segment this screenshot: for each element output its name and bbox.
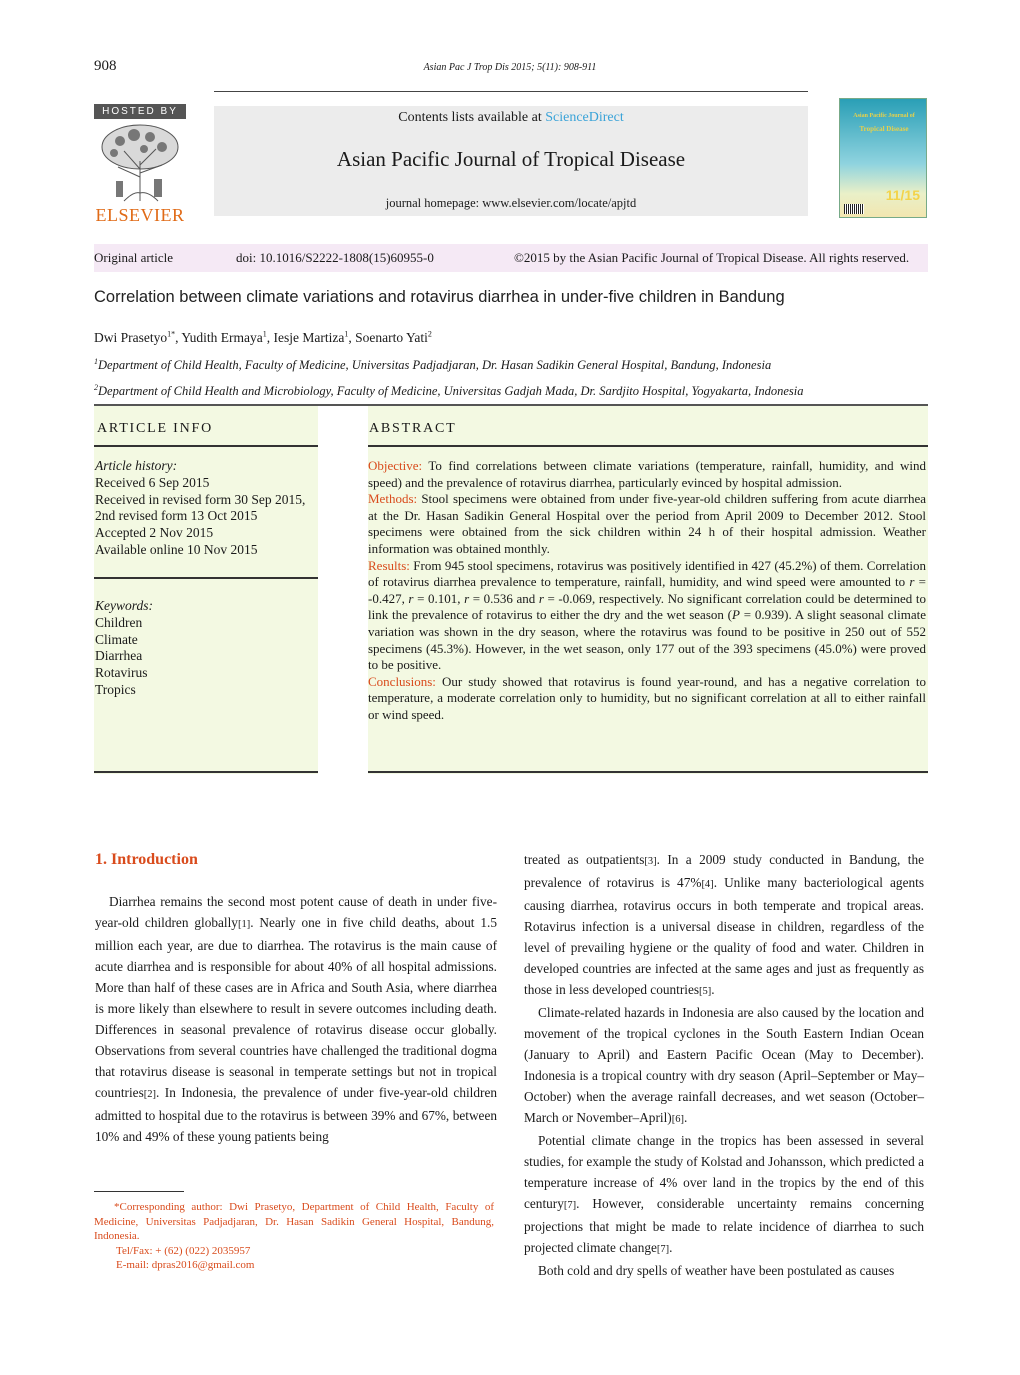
keywords [95,598,317,699]
keyword: Children [95,614,143,630]
elsevier-wordmark: ELSEVIER [95,205,185,225]
objective-label: Objective: [368,458,423,473]
paragraph [524,1002,924,1130]
paragraph [524,1130,924,1260]
body-text: Potential climate change in the tropics has been assessed in several studies, for example the study of Kolstad and Johansson, which predicted a temperature increase of 4% over land in the tropics by the end of this century [524,1133,924,1211]
elsevier-tree-icon [94,121,186,205]
author-name: Yudith Ermaya [181,330,263,345]
abstract-heading: ABSTRACT [369,421,457,436]
introduction-heading: 1. Introduction [95,851,198,868]
body-text: . [711,982,715,997]
affiliation-marker: 2 [94,382,98,392]
body-text: . Nearly one in five child deaths, about 1.5 million each year, are due to diarrhea. The rotavirus is the main cause of acute diarrhea and is responsible for about 40% of all hospital admissions. More than half of these cases are in Africa and South Asia, where diarrhea is more likely than elsewhere to result in severe outcomes including death. Differences in seasonal prevalence of rotavirus disease occur globally. Observations from several countries have challenged the traditional dogma that rotavirus disease is seasonal in temperate settings but not in tropical countries [95,915,498,1100]
results-text: = 0.101, [413,590,465,606]
hosted-by-label: HOSTED BY [94,104,186,119]
right-column-body [524,849,924,1281]
body-text: . However, considerable uncertainty remains concerning projections that might be made to relate incidence of diarrhea to such projected climate change [524,1196,924,1255]
paragraph [524,849,924,1002]
journal-title: Asian Pacific Journal of Tropical Disease [336,147,686,171]
citation-link[interactable]: [1] [237,919,251,930]
body-text: Both cold and dry spells of weather have been postulated as causes [538,1263,895,1278]
author-name: Soenarto Yati [355,330,428,345]
history-line: Accepted 2 Nov 2015 [95,525,214,541]
methods-label: Methods: [368,491,418,507]
affiliation-2 [94,384,928,399]
page-number: 908 [94,58,117,74]
citation-link[interactable]: [4] [701,879,714,890]
history-label: Article history: [95,458,178,473]
keyword: Rotavirus [95,665,148,681]
affiliation-marker: 1 [94,356,98,366]
author-affil-marker: 1 [344,329,349,339]
citation-link[interactable]: [3] [644,856,657,867]
results-text: From 945 stool specimens, rotavirus was positively identified in 427 (45.2%) of them. Correlation of rotavirus diarrhea prevalence to temperature, rainfall, humidity, and wind speed were amounted to [368,557,926,590]
author-affil-marker: 1* [167,329,176,339]
journal-cover-thumbnail [839,98,927,218]
author-list: Dwi Prasetyo$^{1*}$, Yudith Ermaya$^1$, Iesje Martiza$^1$, Soenarto Yati$^2$ [94,329,432,345]
keyword: Diarrhea [95,648,143,664]
article-info-rule [94,445,318,447]
conclusions-text: Our study showed that rotavirus is found year-round, and has a negative correlation to temperature, a moderate correlation only to humidity, but no significant correlation at all to either rainfall or wind speed. [368,673,927,722]
header-rule [214,91,808,92]
abstract-rule [368,445,928,447]
citation-link[interactable]: [5] [699,986,712,997]
conclusions-label: Conclusions: [368,673,436,689]
article-type: Original article [94,250,174,265]
paragraph [95,891,497,1147]
history-line: Available online 10 Nov 2015 [95,541,258,557]
body-text: . Unlike many bacteriological agents causing diarrhea, rotavirus occurs in both temperate and tropical areas. Rotavirus infection is a universal disease in children, regardless of the level of prevailing hygiene or the quality of food and water. Children in developed countries are infected at the same ages and just as frequently as those in less developed countries [524,875,924,997]
objective-text: To find correlations between climate variations (temperature, rainfall, humidity, and wind speed) and the prevalence of rotavirus diarrhea, particularly evinced by hospital admission. [368,458,927,490]
abstract-methods [368,491,926,557]
left-column-body [95,891,497,1147]
corresponding-author-footnote [94,1200,494,1273]
body-text: . [669,1240,673,1255]
abstract-bottom-rule [368,771,928,773]
journal-homepage[interactable]: journal homepage: www.elsevier.com/locate/apjtd [385,196,637,210]
body-text: . [683,1110,688,1125]
results-label: Results: [368,557,410,573]
affiliation-text: Department of Child Health and Microbiology, Faculty of Medicine, Universitas Gadjah Mada, Dr. Sardjito Hospital, Yogyakarta, Indonesia [98,384,804,398]
keyword: Tropics [95,681,136,697]
article-doi[interactable]: doi: 10.1016/S2222-1808(15)60955-0 [236,250,434,265]
keyword: Climate [95,631,138,647]
footnote-rule [94,1191,184,1192]
author-affil-marker: 2 [427,329,432,339]
sciencedirect-link[interactable]: ScienceDirect [545,110,624,125]
results-text: = 0.939). A slight seasonal climate variation was shown in the dry season, where the rotavirus was found to be positive in 250 out of 552 specimens (45.3%). However, in the wet season, only 177 out of the 393 specimens (45.0%) were proved to be positive. [368,607,927,673]
author-name: Dwi Prasetyo [94,330,168,345]
citation-link[interactable]: [7] [656,1244,670,1255]
body-text: Diarrhea remains the second most potent cause of death in under five-year-old children globally [95,894,497,930]
body-text: . In a 2009 study conducted in Bandung, the prevalence of rotavirus is 47% [524,852,924,890]
results-text: = -0.069, respectively. No significant correlation could be determined to link the prevalence of rotavirus to either the dry and the wet season ( [368,590,926,623]
paper-title: Correlation between climate variations and rotavirus diarrhea in under-five children in Bandung [94,288,785,306]
telfax: Tel/Fax: + (62) (022) 2035957 [116,1244,251,1257]
contents-prefix: Contents lists available at [398,110,546,125]
history-rule [94,577,318,579]
body-text: . In Indonesia, the prevalence of under five-year-old children admitted to hospital due to the rotavirus is between 39% and 67%, between 10% and 49% of these young patients being [95,1085,497,1144]
article-info-heading: ARTICLE INFO [97,421,214,436]
results-text: = 0.536 and [469,590,539,606]
body-text: treated as outpatients [524,852,645,867]
author-name: Iesje Martiza [273,330,345,345]
cover-title-line2: Tropical Disease [859,125,909,133]
contents-line [214,110,808,126]
abstract-results: Results: From 945 stool specimens, rotavirus was positively identified in 427 (45.2%) of them. Correlation of rotavirus diarrhea prevalence to temperature, rainfall, humidity, and wind speed were amounted to r = -0.427, r = 0.101, r = 0.536 and r = -0.069, respectively. No significant correlation could be determined to link the prevalence of rotavirus to either the dry and the wet season (P = 0.939). A slight seasonal climate variation was shown in the dry season, where the rotavirus was found to be positive in 250 out of 552 specimens (45.3%). However, in the wet season, only 177 out of the 393 specimens (45.0%) were proved to be positive. [368,557,927,673]
abstract-conclusions [368,674,926,724]
barcode-icon [844,204,864,214]
history-line: Received in revised form 30 Sep 2015, [95,491,306,507]
author-affil-marker: 1 [262,329,267,339]
abstract-objective [368,458,926,491]
paragraph [524,1260,924,1281]
history-line: Received 6 Sep 2015 [95,474,210,490]
keywords-label: Keywords: [95,598,153,613]
affiliation-1 [94,358,928,373]
cover-title-line1: Asian Pacific Journal of [853,113,915,119]
citation-link[interactable]: [2] [143,1089,156,1100]
results-text: = -0.427, [368,574,926,606]
abstract-body [368,458,926,724]
article-history [95,458,317,559]
methods-text: Stool specimens were obtained from under five-year-old children suffering from acute diarrhea at the Dr. Hasan Sadikin General Hospital over the period from April 2009 to December 2012. Stool specimens were obtained from the sick children within 24 h of their hospital admission. Weather information was obtained monthly. [368,491,926,556]
column-gap [318,406,368,774]
citation-link[interactable]: [6] [671,1114,684,1125]
journal-banner [214,106,808,216]
email[interactable]: E-mail: dpras2016@gmail.com [116,1259,255,1271]
body-text: Climate-related hazards in Indonesia are also caused by the location and movement of the tropical cyclones in the South Eastern Indian Ocean (January to April) and Eastern Pacific Ocean (May to December). Indonesia is a tropical country with dry season (April–September or May–October) when the average rainfall decreases, and wet season (October–March or November–April) [524,1005,924,1125]
history-line: 2nd revised form 13 Oct 2015 [95,508,258,524]
corresponding-author: *Corresponding author: Dwi Prasetyo, Department of Child Health, Faculty of Medicine, Universitas Padjadjaran, Dr. Hasan Sadikin General Hospital, Bandung, Indonesia. [94,1201,494,1242]
publisher-logo [94,104,186,228]
running-head: Asian Pac J Trop Dis 2015; 5(11): 908-911 [423,62,597,73]
article-copyright: ©2015 by the Asian Pacific Journal of Tropical Disease. All rights reserved. [514,250,910,265]
article-info-bottom-rule [94,771,318,773]
affiliation-text: Department of Child Health, Faculty of Medicine, Universitas Padjadjaran, Dr. Hasan Sadikin General Hospital, Bandung, Indonesia [98,358,772,372]
cover-issue-number: 11/15 [885,187,920,203]
citation-link[interactable]: [7] [563,1200,577,1211]
